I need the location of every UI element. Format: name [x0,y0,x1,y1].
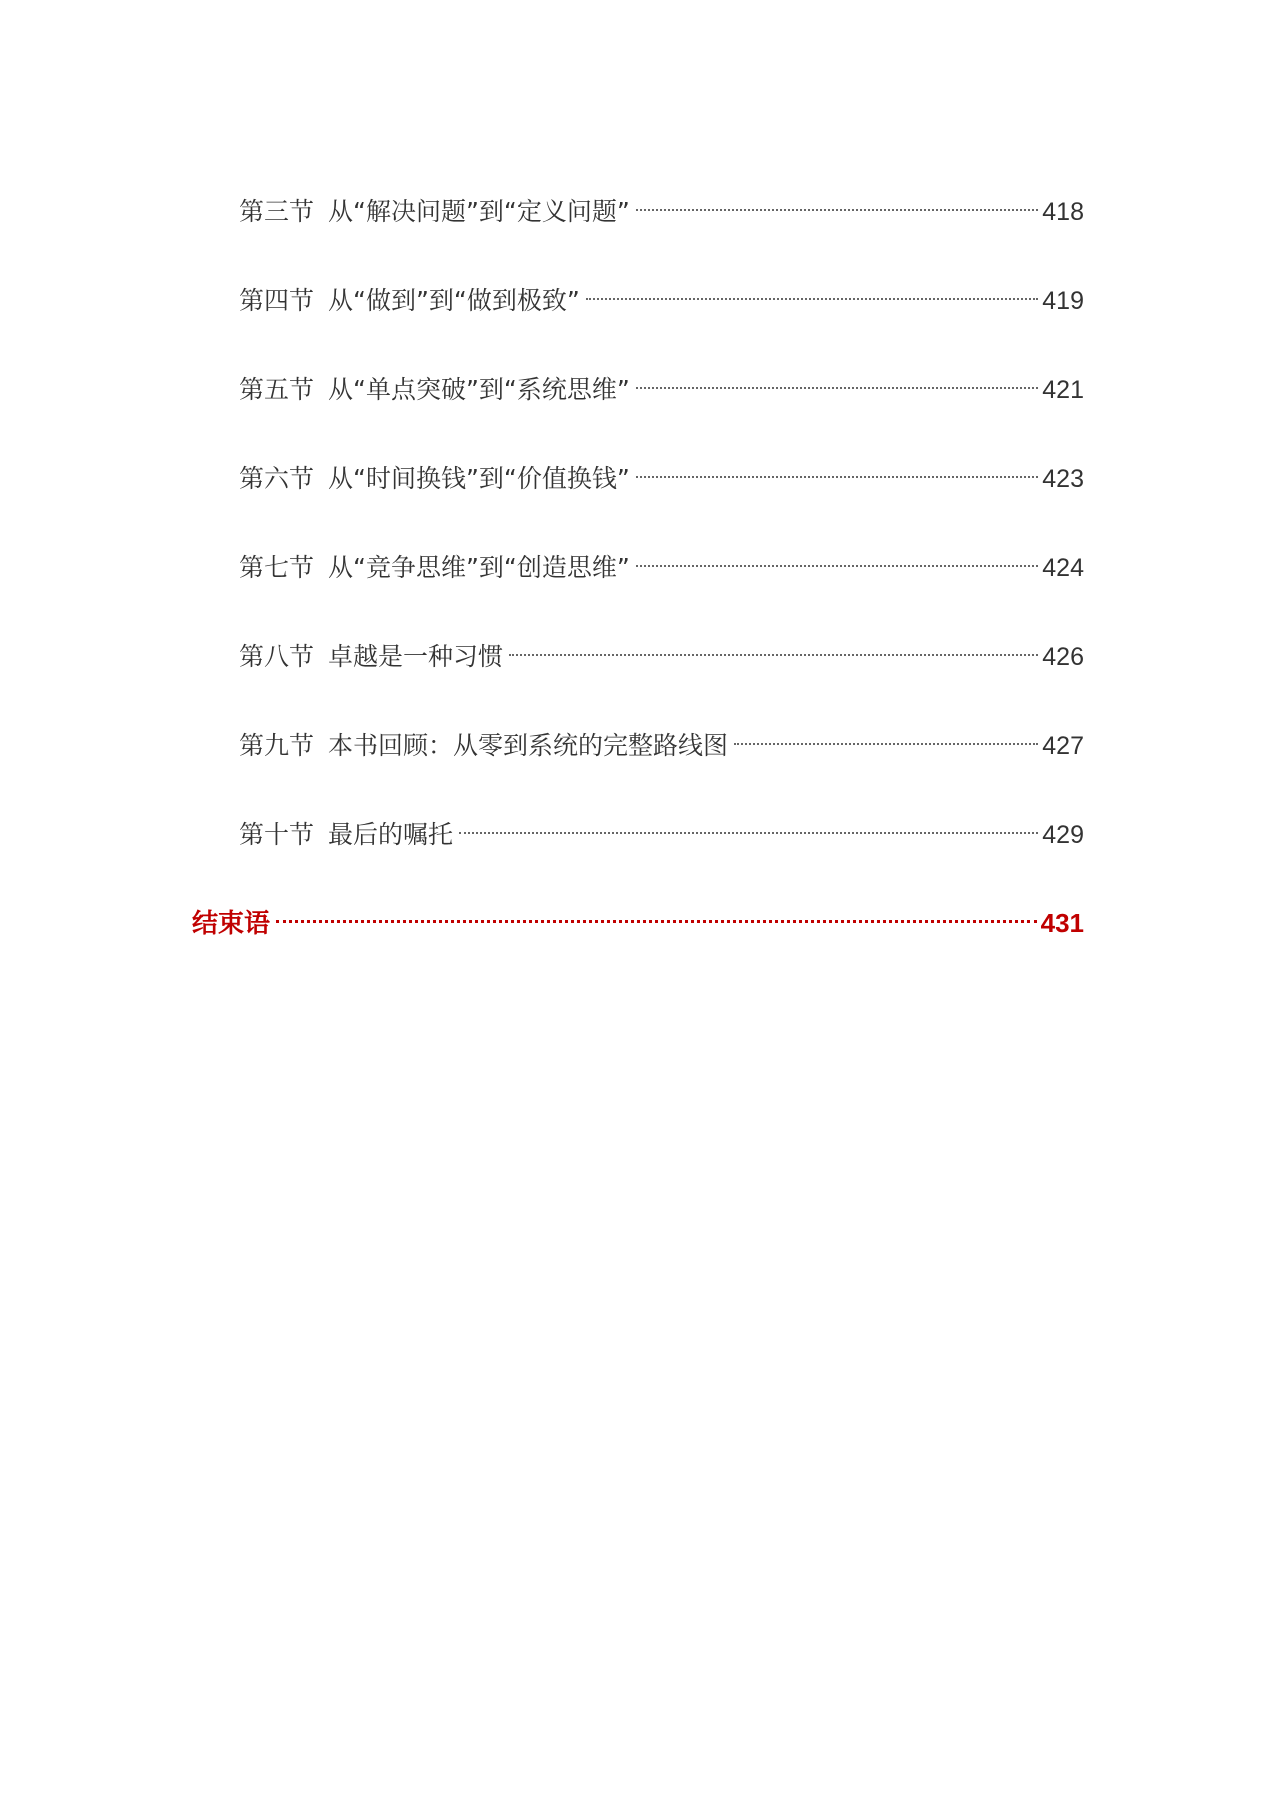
toc-entry-section-10[interactable] [239,799,1084,849]
toc-entry-section-6[interactable] [239,443,1084,493]
toc-entry-page: 431 [1040,908,1084,938]
toc-entry-page: 418 [1042,198,1084,226]
toc-entry-title: 从“单点突破”到“系统思维” [328,375,630,404]
toc-entry-section-5[interactable] [239,354,1084,404]
toc-entry-title: 结束语 [192,909,271,939]
toc-entry-label [239,546,636,590]
toc-entry-label [239,813,459,857]
toc-entry-number: 第七节 [239,553,315,582]
toc-entry-label [239,190,636,234]
dot-leader [276,888,1037,932]
toc-entry-number: 第五节 [239,375,315,404]
toc-entry-title: 从“时间换钱”到“价值换钱” [328,464,630,493]
toc-entry-section-3[interactable] [239,176,1084,226]
toc-entry-page: 421 [1042,376,1084,404]
toc-entry-number: 第八节 [239,642,315,671]
toc-entry-label [239,279,586,323]
dot-leader [636,176,1038,220]
toc-entry-label [239,724,734,768]
toc-entry-section-9[interactable] [239,710,1084,760]
toc-entry-section-4[interactable] [239,265,1084,315]
dot-leader [636,532,1038,576]
toc-entry-title: 从“竞争思维”到“创造思维” [328,553,630,582]
toc-entry-number: 第六节 [239,464,315,493]
toc-entry-page: 426 [1042,643,1084,671]
toc-entry-page: 427 [1042,732,1084,760]
dot-leader [636,354,1038,398]
toc-entry-title: 卓越是一种习惯 [328,642,504,671]
dot-leader [636,443,1038,487]
dot-leader [734,710,1038,754]
toc-entry-number: 第四节 [239,286,315,315]
toc-entry-page: 423 [1042,465,1084,493]
toc-entry-section-7[interactable] [239,532,1084,582]
toc-entry-page: 419 [1042,287,1084,315]
toc-entry-number: 第九节 [239,731,315,760]
toc-entry-label [239,635,509,679]
toc-entry-page: 424 [1042,554,1084,582]
dot-leader [509,621,1038,665]
toc-entry-number: 第十节 [239,820,315,849]
toc-entry-closing[interactable] [192,888,1084,939]
toc-entry-label [239,368,636,412]
toc-entry-title: 从“解决问题”到“定义问题” [328,197,630,226]
toc-entry-title: 从“做到”到“做到极致” [328,286,580,315]
toc-entry-title: 本书回顾：从零到系统的完整路线图 [328,731,729,760]
toc-entry-number: 第三节 [239,197,315,226]
toc-entry-page: 429 [1042,821,1084,849]
toc-entry-label [239,457,636,501]
toc-entry-section-8[interactable] [239,621,1084,671]
dot-leader [586,265,1038,309]
toc-entry-title: 最后的嘱托 [328,820,454,849]
dot-leader [459,799,1038,843]
